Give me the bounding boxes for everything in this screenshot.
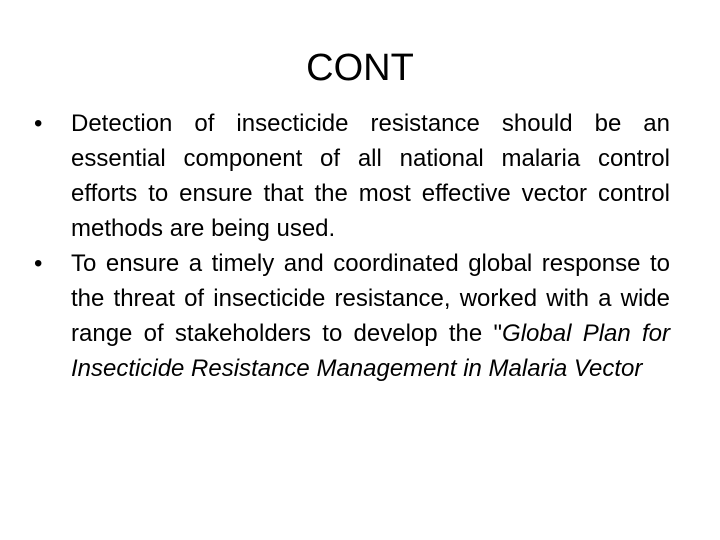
bullet-list [34,106,670,386]
global-plan-title: Global Plan for Insecticide Resistance Management in Malaria Vector [71,320,670,382]
slide-title: CONT [306,47,414,89]
bullet-item-detection [34,106,670,246]
bullet-dot-icon: • [34,110,43,137]
bullet-dot-icon: • [34,250,43,277]
bullet-text-detection: Detection of insecticide resistance should be an essential component of all national malaria control efforts to ensure that the most effective vector control methods are being used. [71,110,670,242]
bullet-text-global-plan: To ensure a timely and coordinated global response to the threat of insecticide resistance, worked with a wide range of stakeholders to develop the " [71,250,670,347]
bullet-item-global-plan [34,246,670,386]
